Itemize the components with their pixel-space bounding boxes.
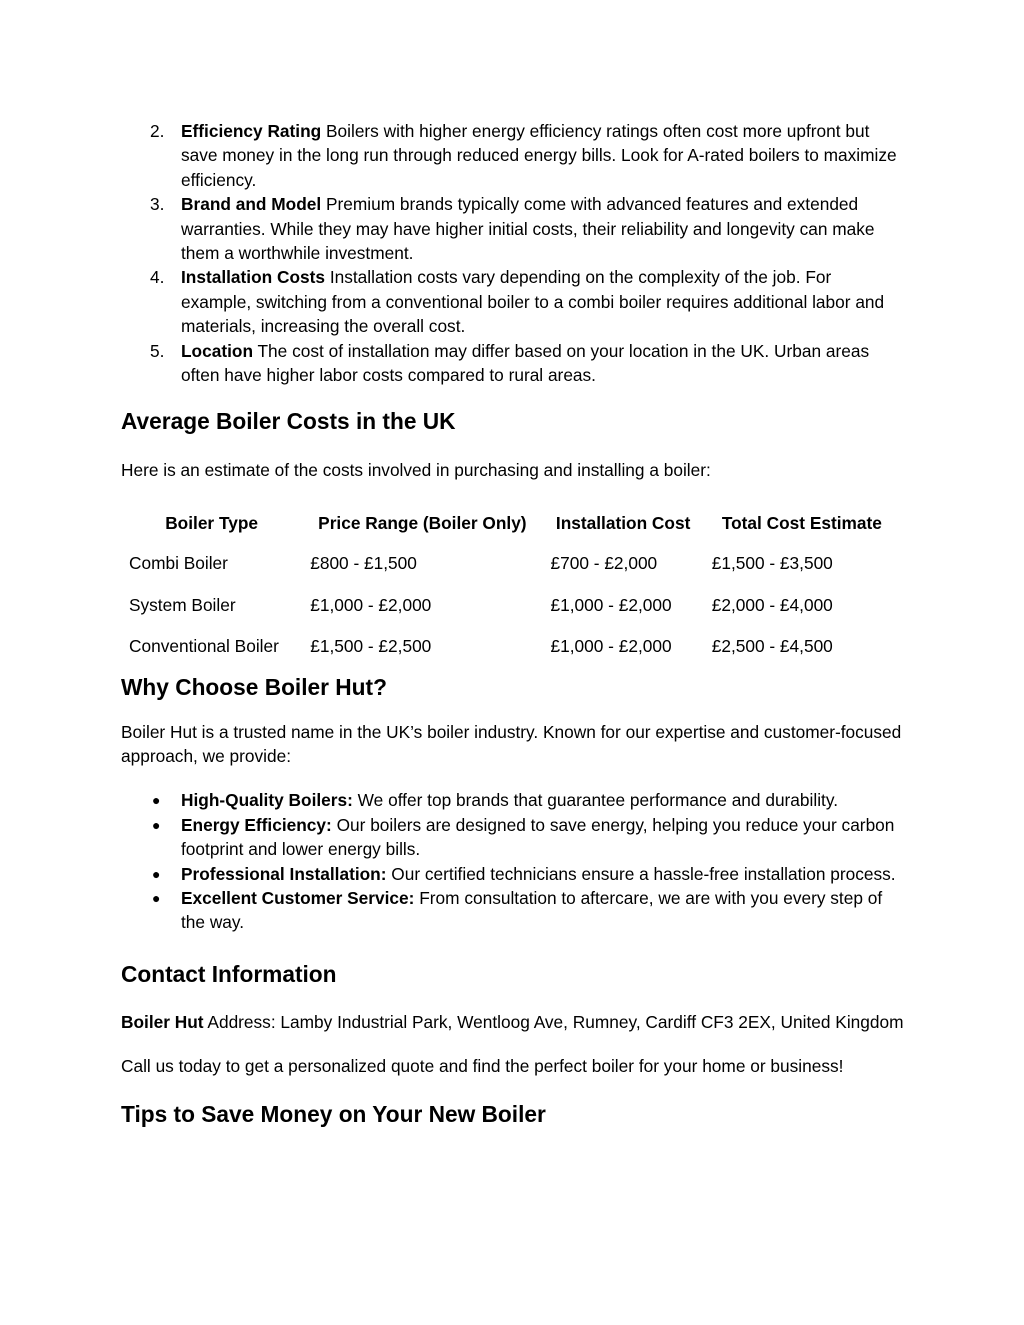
list-number: 3. <box>150 194 165 215</box>
bullet-icon: ● <box>152 792 161 809</box>
contact-heading: Contact Information <box>121 960 337 987</box>
table-cell: £1,000 - £2,000 <box>310 594 432 615</box>
table-row <box>121 584 900 625</box>
table-cell: £700 - £2,000 <box>550 553 658 574</box>
list-item-text: From consultation to aftercare, we are with you every step of the way. <box>181 887 883 933</box>
table-cell: £1,500 - £3,500 <box>711 553 833 574</box>
cost-factors-list <box>121 119 906 387</box>
costs-heading: Average Boiler Costs in the UK <box>121 408 456 435</box>
table-cell: £2,500 - £4,500 <box>711 636 833 657</box>
list-item-title: Installation Costs <box>181 267 326 288</box>
list-item-title: Location <box>181 340 254 361</box>
why-intro: Boiler Hut is a trusted name in the UK’s boiler industry. Known for our expertise and customer-focused approach, we provide: <box>121 721 902 766</box>
bullet-icon: ● <box>152 816 161 833</box>
contact-address <box>121 1010 906 1034</box>
list-item <box>121 862 906 886</box>
list-item-text: Our certified technicians ensure a hassle-free installation process. <box>386 863 896 884</box>
list-item-text: Premium brands typically come with advanced features and extended warranties. While they may have higher initial costs, their reliability and longevity can make them a worthwhile investment. <box>181 194 875 264</box>
list-item-title: Excellent Customer Service: <box>181 887 415 908</box>
company-name: Boiler Hut <box>121 1011 204 1032</box>
column-header: Price Range (Boiler Only) <box>318 512 527 533</box>
table-cell: £800 - £1,500 <box>310 553 417 574</box>
table-cell: System Boiler <box>129 594 236 615</box>
list-item-text: Our boilers are designed to save energy, helping you reduce your carbon footprint and lower energy bills. <box>181 814 895 860</box>
column-header: Boiler Type <box>165 512 259 533</box>
list-item <box>121 119 906 192</box>
list-item <box>121 192 906 265</box>
benefits-list <box>121 788 906 934</box>
list-item-title: High-Quality Boilers: <box>181 790 353 811</box>
table-cell: £1,000 - £2,000 <box>550 594 672 615</box>
list-number: 2. <box>150 121 165 141</box>
table-cell: Combi Boiler <box>129 553 228 574</box>
list-item <box>121 886 906 935</box>
bullet-icon: ● <box>152 865 161 882</box>
call-to-action: Call us today to get a personalized quote and find the perfect boiler for your home or business! <box>121 1056 844 1077</box>
list-item-title: Energy Efficiency: <box>181 814 332 835</box>
list-item-text: Installation costs vary depending on the complexity of the job. For example, switching from a conventional boiler to a combi boiler requires additional labor and materials, increasing the overall cost. <box>181 267 885 337</box>
address-text: Address: Lamby Industrial Park, Wentloog Ave, Rumney, Cardiff CF3 2EX, United Kingdom <box>203 1011 904 1032</box>
list-number: 4. <box>150 267 165 288</box>
table-cell: £1,500 - £2,500 <box>310 636 432 657</box>
table-header-row <box>121 501 900 542</box>
list-item-title: Efficiency Rating <box>181 121 322 141</box>
document-page <box>121 119 906 1129</box>
table-cell: £2,000 - £4,000 <box>711 594 833 615</box>
why-heading: Why Choose Boiler Hut? <box>121 673 387 700</box>
table-row <box>121 542 900 583</box>
bullet-icon: ● <box>152 889 161 906</box>
tips-heading: Tips to Save Money on Your New Boiler <box>121 1100 546 1127</box>
list-item-title: Professional Installation: <box>181 863 387 884</box>
table-row <box>121 625 900 666</box>
list-number: 5. <box>150 340 165 361</box>
list-item-text: We offer top brands that guarantee performance and durability. <box>352 790 839 811</box>
list-item <box>121 813 906 862</box>
list-item-title: Brand and Model <box>181 194 322 215</box>
list-item <box>121 339 906 388</box>
column-header: Installation Cost <box>555 512 691 533</box>
costs-intro: Here is an estimate of the costs involved in purchasing and installing a boiler: <box>121 460 711 481</box>
list-item-text: The cost of installation may differ based on your location in the UK. Urban areas often have higher labor costs compared to rural areas. <box>181 340 870 386</box>
table-cell: £1,000 - £2,000 <box>550 636 672 657</box>
column-header: Total Cost Estimate <box>721 512 882 533</box>
costs-table <box>121 501 900 667</box>
list-item <box>121 265 906 338</box>
table-cell: Conventional Boiler <box>129 636 279 657</box>
list-item <box>121 788 906 812</box>
list-item-text: Boilers with higher energy efficiency ratings often cost more upfront but save money in the long run through reduced energy bills. Look for A-rated boilers to maximize efficiency. <box>181 121 897 190</box>
